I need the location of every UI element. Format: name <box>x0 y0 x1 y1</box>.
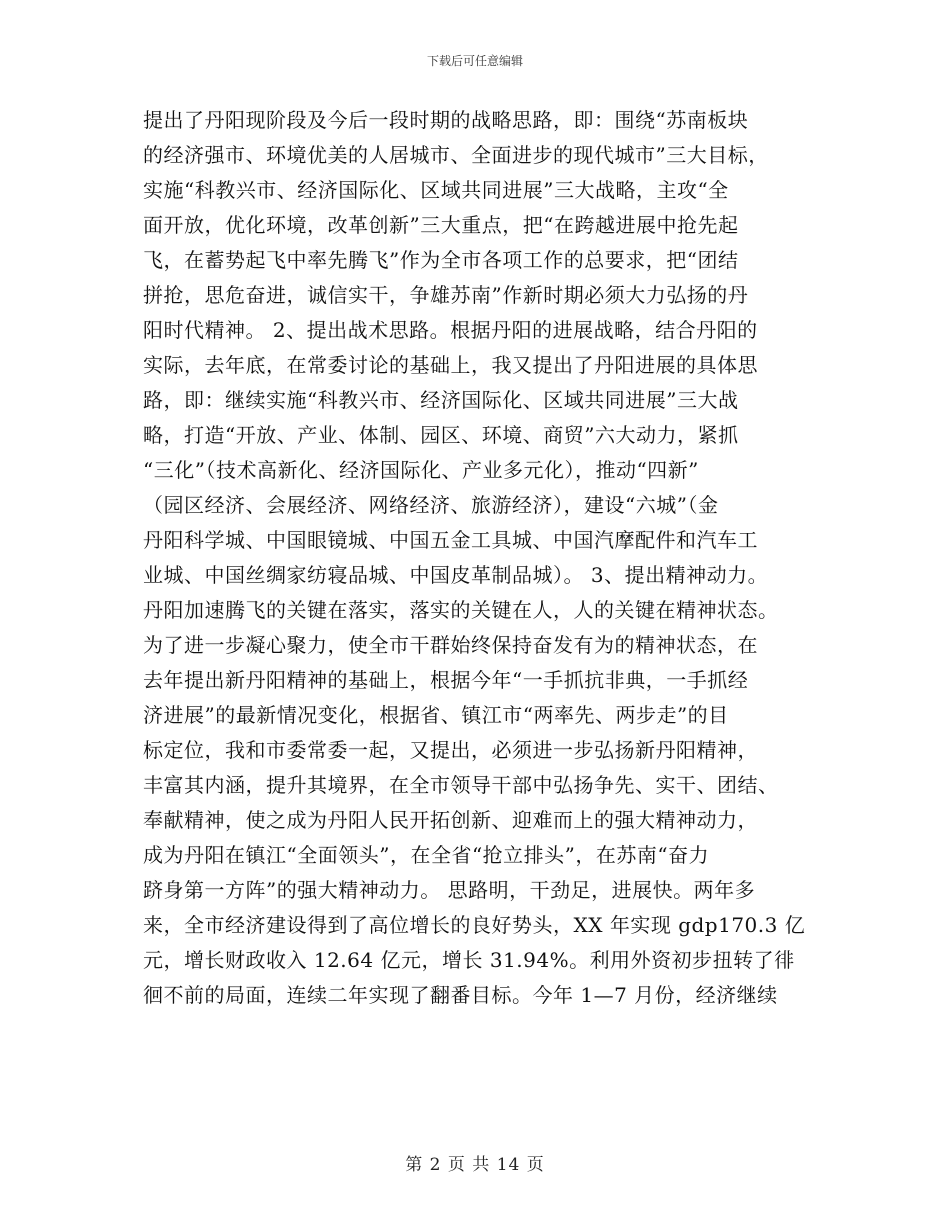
body-line: 济进展”的最新情况变化，根据省、镇江市“两率先、两步走”的目 <box>143 703 729 727</box>
body-line: 路，即：继续实施“科教兴市、经济国际化、区域共同进展”三大战 <box>143 388 739 412</box>
body-line: 来，全市经济建设得到了高位增长的良好势头，XX 年实现 gdp170.3 亿 <box>143 913 806 937</box>
body-line: “三化”（技术高新化、经济国际化、产业多元化），推动“四新” <box>143 458 699 482</box>
body-line: 业城、中国丝绸家纺寝品城、中国皮革制品城）。 3、提出精神动力。 <box>143 563 769 587</box>
body-line: 提出了丹阳现阶段及今后一段时期的战略思路，即：围绕“苏南板块 <box>143 108 749 132</box>
body-line: 去年提出新丹阳精神的基础上，根据今年“一手抓抗非典，一手抓经 <box>143 668 749 692</box>
body-line: 实施“科教兴市、经济国际化、区域共同进展”三大战略，主攻“全 <box>143 178 729 202</box>
body-line: 丹阳科学城、中国眼镜城、中国五金工具城、中国汽摩配件和汽车工 <box>143 528 758 552</box>
body-line: 丰富其内涵，提升其境界，在全市领导干部中弘扬争先、实干、团结、 <box>143 773 779 797</box>
body-line: 拼抢，思危奋进，诚信实干，争雄苏南”作新时期必须大力弘扬的丹 <box>143 283 749 307</box>
body-line: 飞，在蓄势起飞中率先腾飞”作为全市各项工作的总要求，把“团结 <box>143 248 739 272</box>
body-line: （园区经济、会展经济、网络经济、旅游经济），建设“六城”（金 <box>143 493 719 517</box>
body-line: 略，打造“开放、产业、体制、园区、环境、商贸”六大动力，紧抓 <box>143 423 739 447</box>
body-line: 徊不前的局面，连续二年实现了翻番目标。今年 1—7 月份，经济继续 <box>143 983 778 1007</box>
body-line: 为了进一步凝心聚力，使全市干群始终保持奋发有为的精神状态，在 <box>143 633 758 657</box>
page-header: 下载后可任意编辑 <box>426 54 523 68</box>
document-body <box>143 103 813 1013</box>
body-line: 阳时代精神。 2、提出战术思路。根据丹阳的进展战略，结合丹阳的 <box>143 318 758 342</box>
body-line: 跻身第一方阵”的强大精神动力。 思路明，干劲足，进展快。两年多 <box>143 878 756 902</box>
body-line: 丹阳加速腾飞的关键在落实，落实的关键在人，人的关键在精神状态。 <box>143 598 779 622</box>
body-line: 面开放，优化环境，改革创新”三大重点，把“在跨越进展中抢先起 <box>143 213 739 237</box>
body-line: 的经济强市、环境优美的人居城市、全面进步的现代城市”三大目标， <box>143 143 769 167</box>
body-line: 实际，去年底，在常委讨论的基础上，我又提出了丹阳进展的具体思 <box>143 353 758 377</box>
body-line: 奉献精神，使之成为丹阳人民开拓创新、迎难而上的强大精神动力， <box>143 808 758 832</box>
page-number-footer: 第 2 页 共 14 页 <box>405 1155 545 1175</box>
body-line: 元，增长财政收入 12.64 亿元，增长 31.94%。利用外资初步扭转了徘 <box>143 948 795 972</box>
body-line: 标定位，我和市委常委一起，又提出，必须进一步弘扬新丹阳精神， <box>143 738 758 762</box>
body-line: 成为丹阳在镇江“全面领头”，在全省“抢立排头”，在苏南“奋力 <box>143 843 710 867</box>
